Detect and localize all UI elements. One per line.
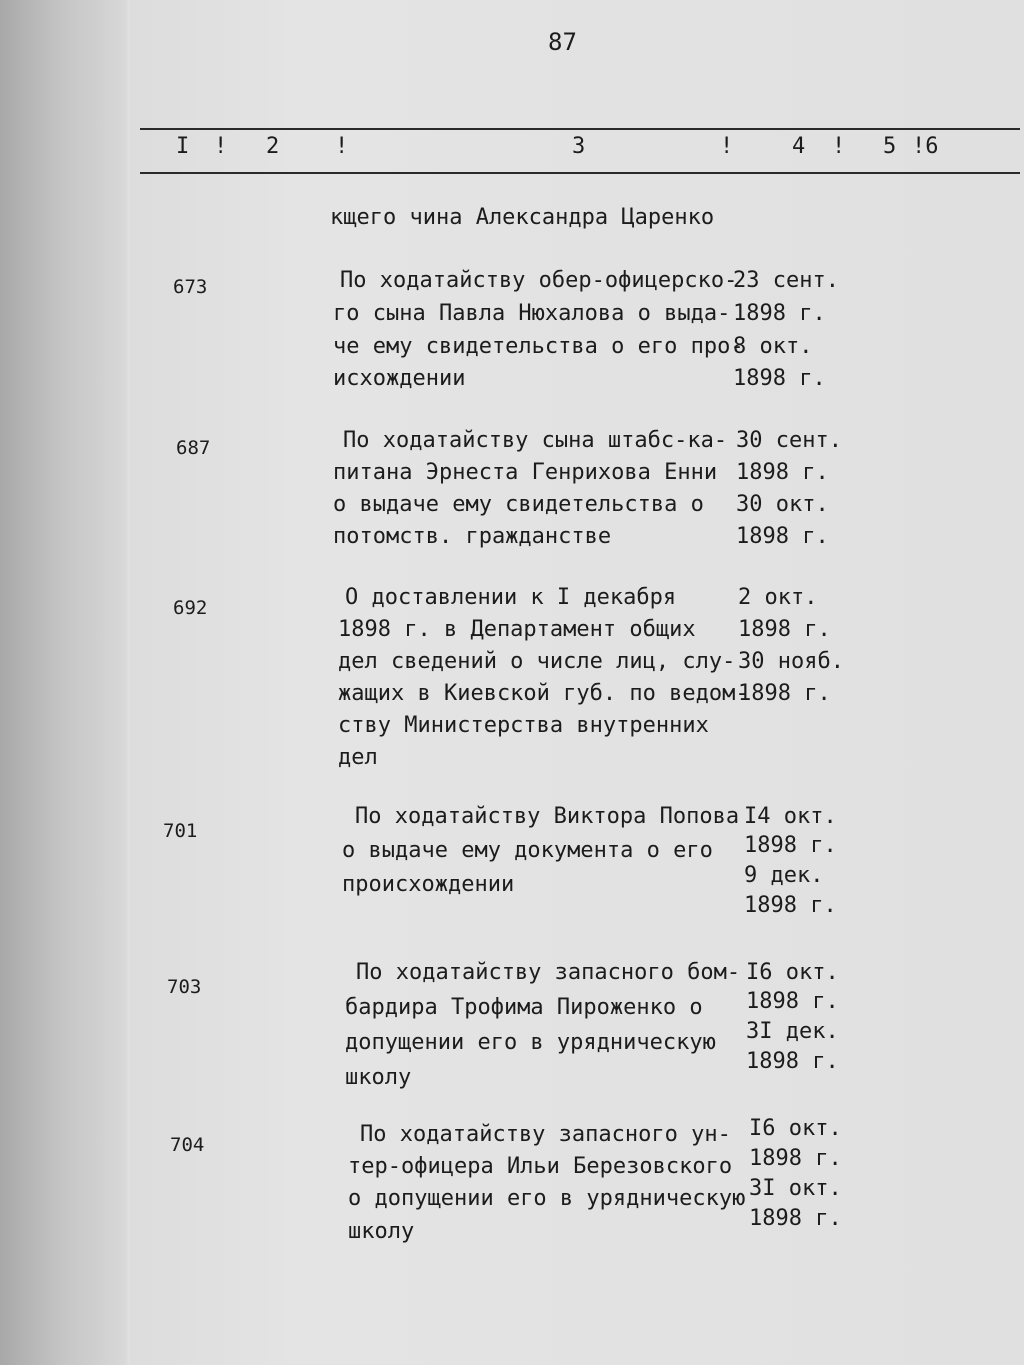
column-header-2: 2 — [266, 134, 280, 159]
entry-date-line: 30 нояб. — [738, 649, 844, 674]
entry-date-line: 1898 г. — [733, 366, 826, 391]
entry-title-line: о выдаче ему документа о его — [342, 838, 713, 863]
entry-title-line: жащих в Киевской губ. по ведом- — [338, 681, 749, 706]
entry-title-line: По ходатайству запасного бом- — [356, 960, 741, 985]
entry-date-line: 1898 г. — [736, 460, 829, 485]
entry-title-line: происхождении — [342, 872, 515, 897]
entry-title-line: го сына Павла Нюхалова о выда- — [333, 301, 731, 326]
entry-title-line: школу — [345, 1065, 412, 1090]
entry-number: 704 — [170, 1134, 205, 1156]
entry-title-line: о допущении его в урядническую — [348, 1186, 746, 1211]
entry-number: 692 — [173, 597, 208, 619]
entry-title-line: О доставлении к I декабря — [345, 585, 677, 610]
column-header-separator: ! — [335, 134, 349, 159]
entry-title-line: питана Эрнеста Генрихова Енни — [333, 460, 718, 485]
entry-title-line: тер-офицера Ильи Березовского — [348, 1154, 733, 1179]
entry-date-line: I4 окт. — [744, 804, 837, 829]
entry-title-line: исхождении — [333, 366, 466, 391]
entry-date-line: 8 окт. — [733, 334, 813, 359]
column-header-3: 3 — [572, 134, 586, 159]
entry-title-line: школу — [348, 1219, 415, 1244]
entry-date-line: I6 окт. — [749, 1116, 842, 1141]
entry-number: 703 — [167, 976, 202, 998]
entry-date-line: 23 сент. — [733, 268, 839, 293]
entry-number: 673 — [173, 276, 208, 298]
entry-date-line: 30 окт. — [736, 492, 829, 517]
column-header-6: !6 — [912, 134, 939, 159]
entry-title-line: По ходатайству Виктора Попова — [355, 804, 740, 829]
entry-number: 687 — [176, 437, 211, 459]
entry-title-line: По ходатайству запасного ун- — [360, 1122, 731, 1147]
entry-date-line: 1898 г. — [733, 301, 826, 326]
page-number: 87 — [548, 28, 577, 56]
column-header-5: 5 — [883, 134, 897, 159]
entry-date-line: 3I окт. — [749, 1176, 842, 1201]
entry-date-line: 1898 г. — [744, 893, 837, 918]
entry-number: 701 — [163, 820, 198, 842]
entry-title-line: По ходатайству обер-офицерско- — [340, 268, 738, 293]
entry-date-line: 1898 г. — [744, 833, 837, 858]
column-header-1: I — [176, 134, 190, 159]
column-header-separator: ! — [832, 134, 846, 159]
entry-date-line: 1898 г. — [746, 1049, 839, 1074]
entry-title-line: 1898 г. в Департамент общих — [338, 617, 696, 642]
entry-title-line: По ходатайству сына штабс-ка- — [343, 428, 728, 453]
entry-title-line: допущении его в урядническую — [345, 1030, 716, 1055]
header-rule-top — [140, 128, 1020, 130]
entry-date-line: 1898 г. — [746, 989, 839, 1014]
entry-date-line: 3I дек. — [746, 1019, 839, 1044]
entry-date-line: 30 сент. — [736, 428, 842, 453]
book-gutter — [0, 0, 130, 1365]
entry-date-line: 1898 г. — [738, 681, 831, 706]
entry-date-line: I6 окт. — [746, 960, 839, 985]
entry-date-line: 1898 г. — [736, 524, 829, 549]
entry-date-line: 1898 г. — [749, 1146, 842, 1171]
entry-title-line: бардира Трофима Пироженко о — [345, 995, 703, 1020]
entry-title-line: дел — [338, 745, 378, 770]
header-rule-bottom — [140, 172, 1020, 174]
entry-title-line: о выдаче ему свидетельства о — [333, 492, 704, 517]
entry-title-line: потомств. гражданстве — [333, 524, 612, 549]
entry-date-line: 1898 г. — [738, 617, 831, 642]
entry-date-line: 2 окт. — [738, 585, 818, 610]
entry-title-line: че ему свидетельства о его про- — [333, 334, 744, 359]
column-header-separator: ! — [214, 134, 228, 159]
column-header-separator: ! — [720, 134, 734, 159]
column-header-4: 4 — [792, 134, 806, 159]
entry-date-line: 1898 г. — [749, 1206, 842, 1231]
entry-title-line: ству Министерства внутренних — [338, 713, 709, 738]
entry-date-line: 9 дек. — [744, 863, 824, 888]
entry-title-line: дел сведений о числе лиц, слу- — [338, 649, 736, 674]
continuation-line: кщего чина Александра Царенко — [330, 205, 715, 230]
